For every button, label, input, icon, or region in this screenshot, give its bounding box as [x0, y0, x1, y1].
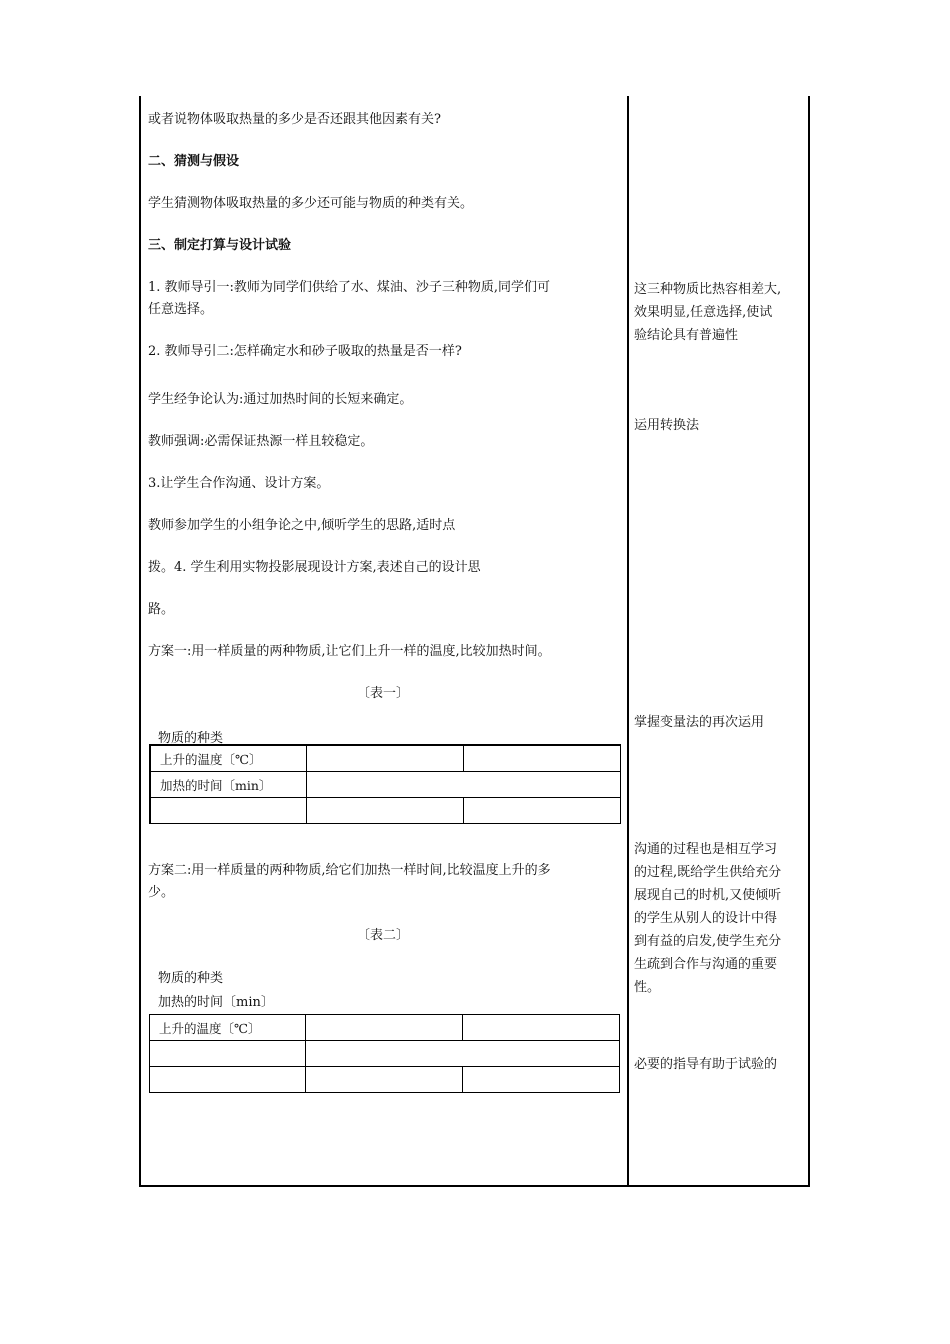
- emphasis-text: 教师强调:必需保证热源一样且较稳定。: [148, 434, 374, 449]
- note-line: 验结论具有普遍性: [634, 328, 739, 343]
- table-cell: [306, 1067, 463, 1093]
- step1-text-line2: 任意选择。: [148, 302, 214, 317]
- note-variables: [634, 711, 806, 734]
- note-communication: [634, 838, 806, 999]
- discussion-text: 学生经争论认为:通过加热时间的长短来确定。: [148, 392, 413, 407]
- plan2-text-line1: 方案二:用一样质量的两种物质,给它们加热一样时间,比较温度上升的多: [148, 863, 551, 878]
- note-conversion: [634, 414, 806, 437]
- note-guidance: [634, 1053, 806, 1076]
- note-line: 的学生从别人的设计中得: [634, 911, 778, 926]
- table-row: [150, 772, 620, 798]
- heading-plan: 三、制定打算与设计试验: [148, 238, 292, 253]
- table-row: [150, 1067, 620, 1093]
- table-row: [150, 1041, 620, 1067]
- table-cell: [150, 1067, 306, 1093]
- table-cell: [150, 1041, 306, 1067]
- table2-kind-label: 物质的种类: [158, 971, 224, 986]
- table-cell: [463, 1067, 620, 1093]
- join-text-line1: 教师参加学生的小组争论之中,倾听学生的思路,适时点: [148, 518, 456, 533]
- note-line: 沟通的过程也是相互学习: [634, 842, 778, 857]
- join-text-line3: 路。: [148, 602, 175, 617]
- note-materials: [634, 278, 806, 347]
- data-table-2: [149, 1014, 620, 1093]
- table-row: [150, 1015, 620, 1041]
- table-row: [150, 798, 620, 824]
- note-line: 生疏到合作与沟通的重要: [634, 957, 778, 972]
- note-line: 这三种物质比热容相差大,: [634, 282, 782, 297]
- note-line: 效果明显,任意选择,使试: [634, 305, 773, 320]
- table2-temp-label: 上升的温度〔℃〕: [150, 1015, 306, 1041]
- step2-text: 2. 教师导引二:怎样确定水和砂子吸取的热量是否一样?: [148, 344, 462, 359]
- table1-time-label: 加热的时间〔min〕: [150, 772, 306, 798]
- note-line: 的过程,既给学生供给充分: [634, 865, 782, 880]
- table-cell: [306, 1015, 463, 1041]
- step3-text: 3.让学生合作沟通、设计方案。: [148, 476, 330, 491]
- intro-text: 或者说物体吸取热量的多少是否还跟其他因素有关?: [148, 112, 441, 127]
- note-line: 性。: [634, 980, 661, 995]
- table-cell: [306, 772, 620, 798]
- note-line: 掌握变量法的再次运用: [634, 715, 765, 730]
- note-line: 必要的指导有助于试验的: [634, 1057, 778, 1072]
- table-row: [150, 745, 620, 772]
- table2-caption: 〔表二〕: [356, 928, 409, 943]
- guess-text: 学生猜测物体吸取热量的多少还可能与物质的种类有关。: [148, 196, 474, 211]
- table-cell: [306, 798, 463, 824]
- column-divider: [627, 96, 629, 1187]
- data-table-1: [149, 744, 621, 824]
- table1-kind-label: 物质的种类: [158, 731, 224, 746]
- step1-text-line1: 1. 教师导引一:教师为同学们供给了水、煤油、沙子三种物质,同学们可: [148, 280, 551, 295]
- plan2-text-line2: 少。: [148, 885, 175, 900]
- table2-time-label: 加热的时间〔min〕: [158, 995, 274, 1010]
- join-text-line2: 拨。4. 学生利用实物投影展现设计方案,表述自己的设计思: [148, 560, 481, 575]
- table-cell: [150, 798, 306, 824]
- heading-guess: 二、猜测与假设: [148, 154, 240, 169]
- note-line: 到有益的启发,使学生充分: [634, 934, 782, 949]
- table-cell: [306, 745, 463, 772]
- table1-temp-label: 上升的温度〔℃〕: [150, 745, 306, 772]
- table-cell: [463, 798, 620, 824]
- table-cell: [463, 745, 620, 772]
- plan1-text: 方案一:用一样质量的两种物质,让它们上升一样的温度,比较加热时间。: [148, 644, 551, 659]
- table-cell: [463, 1015, 620, 1041]
- note-line: 展现自己的时机,又使倾听: [634, 888, 782, 903]
- table-cell: [306, 1041, 620, 1067]
- note-line: 运用转换法: [634, 418, 700, 433]
- table1-caption: 〔表一〕: [356, 686, 409, 701]
